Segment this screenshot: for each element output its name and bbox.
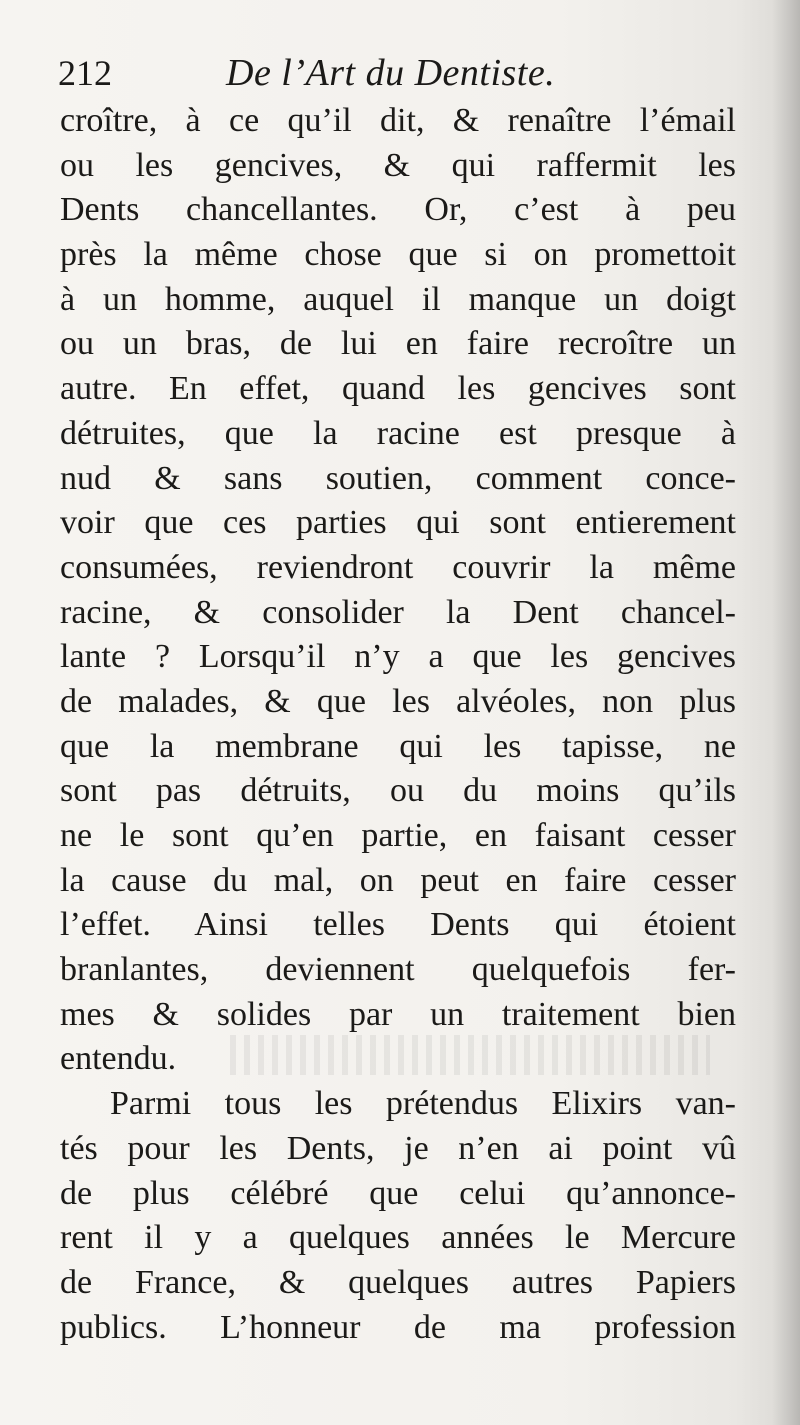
text-line: à un homme, auquel il manque un doigt	[60, 280, 736, 318]
text-line: racine, & consolider la Dent chancel-	[60, 593, 736, 631]
text-line: croître, à ce qu’il dit, & renaître l’émail	[60, 102, 736, 139]
text-line: voir que ces parties qui sont entierement	[60, 504, 736, 542]
page-header	[58, 48, 758, 98]
text-line: que la membrane qui les tapisse, ne	[60, 727, 736, 765]
text-line: Dents chancellantes. Or, c’est à peu	[60, 191, 736, 229]
text-line: autre. En effet, quand les gencives sont	[60, 370, 736, 408]
body-text	[60, 99, 736, 1350]
text-line: la cause du mal, on peut en faire cesser	[60, 861, 736, 899]
page-number: 212	[58, 53, 112, 93]
page-gutter-shadow	[772, 0, 800, 1425]
text-line: de plus célébré que celui qu’annonce-	[60, 1174, 736, 1212]
text-line: de France, & quelques autres Papiers	[60, 1263, 736, 1301]
running-title: De l’Art du Dentiste.	[226, 52, 556, 94]
text-line: nud & sans soutien, comment conce-	[60, 459, 736, 497]
paragraph-start-line: Parmi tous les prétendus Elixirs van-	[110, 1085, 736, 1123]
text-line: branlantes, deviennent quelquefois fer-	[60, 951, 736, 989]
text-line: sont pas détruits, ou du moins qu’ils	[60, 772, 736, 810]
text-line: rent il y a quelques années le Mercure	[60, 1219, 736, 1257]
text-line: détruites, que la racine est presque à	[60, 414, 736, 452]
text-line: publics. L’honneur de ma profession	[60, 1308, 736, 1346]
paragraph-end-line: entendu.	[60, 1040, 177, 1078]
text-line: près la même chose que si on promettoit	[60, 236, 736, 274]
text-line: ne le sont qu’en partie, en faisant cesser	[60, 817, 736, 854]
text-line: l’effet. Ainsi telles Dents qui étoient	[60, 906, 736, 944]
text-line: tés pour les Dents, je n’en ai point vû	[60, 1129, 736, 1167]
text-line: consumées, reviendront couvrir la même	[60, 548, 736, 586]
text-line: de malades, & que les alvéoles, non plus	[60, 682, 736, 720]
text-line: ou un bras, de lui en faire recroître un	[60, 325, 736, 363]
text-line: lante ? Lorsqu’il n’y a que les gencives	[60, 638, 736, 676]
text-line: mes & solides par un traitement bien	[60, 995, 736, 1033]
text-line: ou les gencives, & qui raffermit les	[60, 146, 736, 184]
